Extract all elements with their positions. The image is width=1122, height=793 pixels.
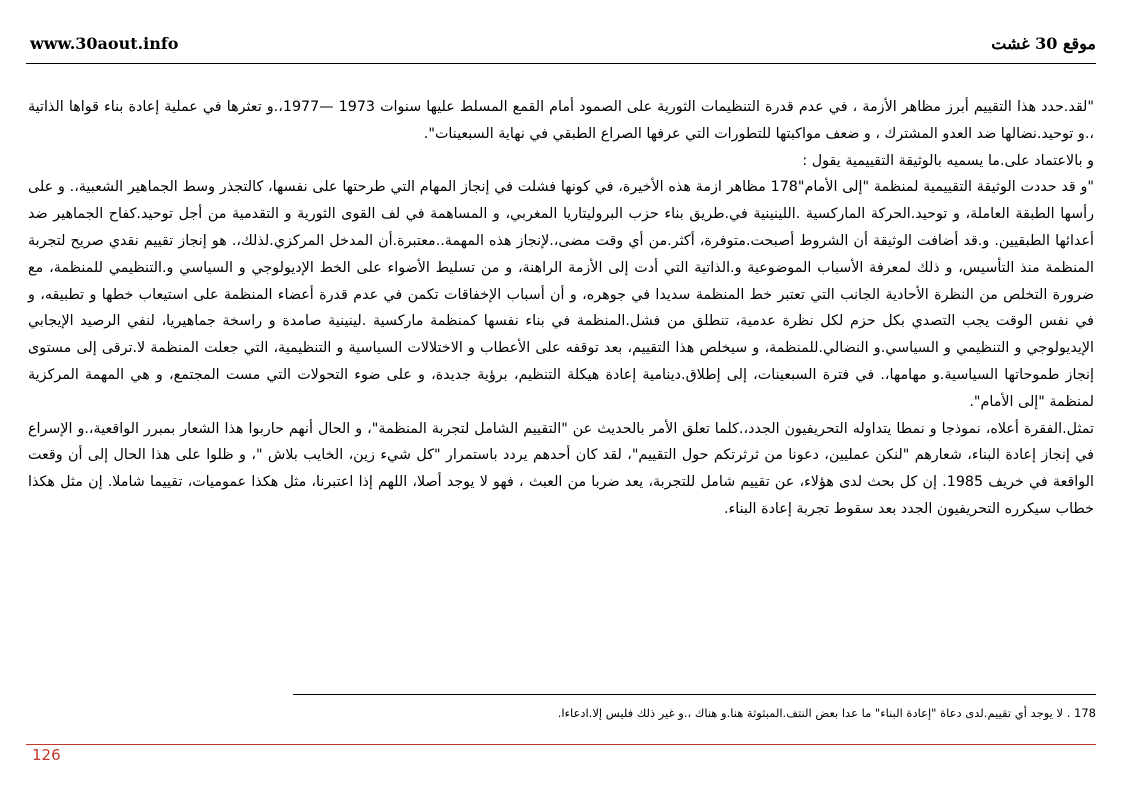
paragraph-3: "و قد حددت الوثيقة التقييمية لمنظمة "إلى الأمام"178 مظاهر ازمة هذه الأخيرة، في كونها فشلت في إنجاز المهام التي طرحتها على نفسها، كالتجذر وسط الجماهير الشعبية،. و على رأسها الطبقة العاملة، و توحيد.الحركة الماركسية .اللينينية في.طريق بناء حزب البروليتاريا المغربي، و المساهمة في لف القوى الثورية و التقدمية من أجل توحيد.كفاح الجماهير ضد أعدائها الطبقيين. و.قد أضافت الوثيقة أن الشروط أصبحت.متوفرة، أكثر.من أي وقت مضى،.لإنجاز هذه المهمة..معتبرة.أن المدخل المركزي.لذلك،. هو إنجاز تقييم نقدي صريح لتجربة المنظمة منذ التأسيس، و ذلك لمعرفة الأسباب الموضوعية و.الذاتية التي أدت إلى الأزمة الراهنة، و من تسليط الأضواء على الخط الإديولوجي و السياسي و.التنظيمي للمنظمة، مع ضرورة التخلص من النظرة الأحادية الجانب التي تعتبر خط المنظمة سديدا في جوهره، و أن أسباب الإخفاقات تكمن في عدم قدرة أعضاء المنظمة على استيعاب خطها و تطبيقه، و في نفس الوقت يجب التصدي بكل حزم لكل نظرة عدمية، تنطلق من فشل.المنظمة في بناء نفسها كمنظمة ماركسية .لينينية صامدة و راسخة جماهيريا، لنفي الرصيد الإيجابي الإيديولوجي و التنظيمي و السياسي.و النضالي.للمنظمة، و سيخلص هذا التقييم، بعد توقفه على الأعطاب و الاختلالات السياسية و التنظيمية، التي جعلت المنظمة لا.ترقى إلى مستوى إنجاز طموحاتها السياسية.و مهامها،. في فترة السبعينات، إلى إطلاق.دينامية إعادة هيكلة التنظيم، برؤية جديدة، و على ضوء التحولات التي مست المجتمع، و هي المهمة المركزية لمنظمة "إلى الأمام". xyxy=(28,179,1094,410)
footer-divider xyxy=(26,744,1096,745)
site-url: www.30aout.info xyxy=(30,34,179,53)
paragraph-1: "لقد.حدد هذا التقييم أبرز مظاهر الأزمة ، في عدم قدرة التنظيمات الثورية على الصمود أمام القمع المسلط عليها سنوات 1973 —1977،.و تعثرها في عملية إعادة بناء قواها الذاتية ،.و توحيد.نضالها ضد العدو المشترك ، و ضعف مواكبتها للتطورات التي عرفها الصراع الطبقي في نهاية السبعينات". xyxy=(28,99,1094,142)
page-number: 126 xyxy=(32,746,61,764)
site-name: موقع 30 غشت xyxy=(991,34,1096,53)
paragraph-4: تمثل.الفقرة أعلاه، نموذجا و نمطا يتداوله التحريفيون الجدد،.كلما تعلق الأمر بالحديث عن "التقييم الشامل لتجربة المنظمة"، و الحال أنهم حاربوا هذا الشعار بمبرر الواقعية،.و الإسراع في إنجاز إعادة البناء، شعارهم "لنكن عمليين، دعونا من ثرثرتكم حول التقييم"، لقد كان أحدهم يردد باستمرار "كل شيء زين، الخايب بلاش "، و ظلوا على هذا الحال إلى أن وقعت الواقعة في خريف 1985. إن كل بحث لدى هؤلاء، عن تقييم شامل للتجربة، يعد ضربا من العبث ، فهو لا يوجد أصلا، اللهم إذا اعتبرنا، مثل هكذا عموميات، تقييما شاملا. إن مثل هكذا خطاب سيكرره التحريفيون الجدد بعد سقوط تجربة إعادة البناء. xyxy=(28,420,1094,517)
footnote-divider xyxy=(293,694,1096,695)
paragraph-2: و بالاعتماد على.ما يسميه بالوثيقة التقييمية يقول : xyxy=(802,152,1094,169)
footnote: 178 . لا يوجد أي تقييم.لدى دعاة "إعادة البناء" ما عدا بعض النتف.المبثوثة هنا.و هناك ،.و غير ذلك فليس إلا.ادعاءا. xyxy=(557,706,1096,720)
header-divider xyxy=(26,63,1096,64)
body-text xyxy=(28,94,1094,523)
